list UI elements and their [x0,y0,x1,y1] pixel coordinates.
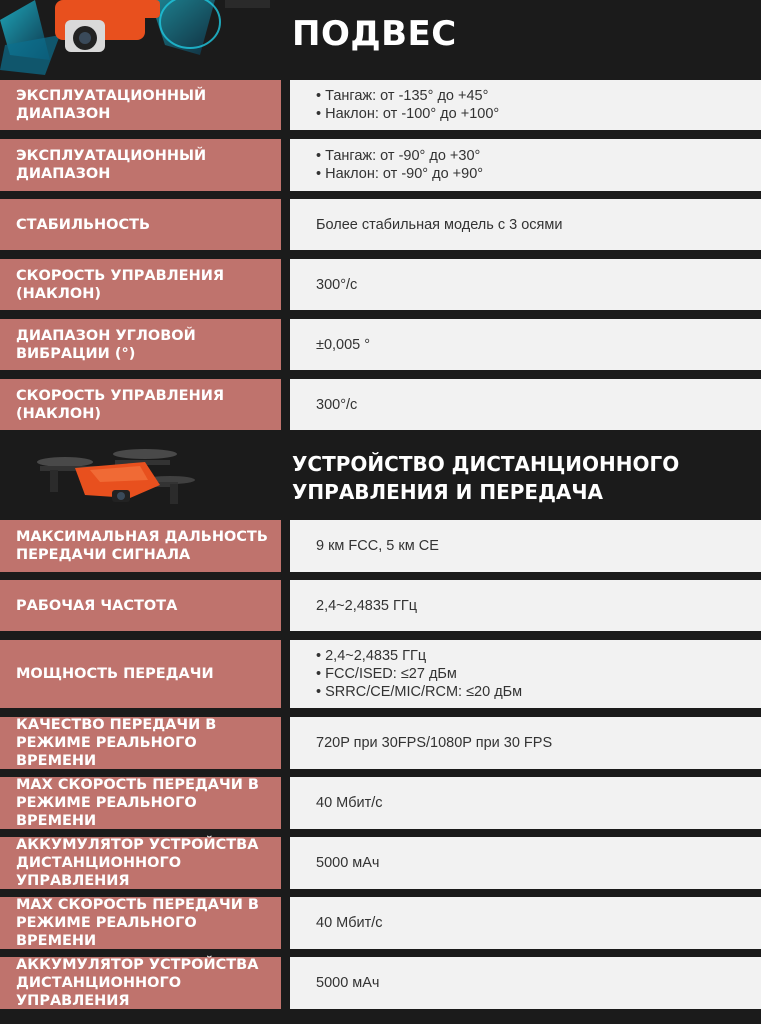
spec-row [0,80,761,130]
spec-value [290,80,761,130]
spec-row [0,777,761,829]
spec-label: MAX СКОРОСТЬ ПЕРЕДАЧИ В РЕЖИМЕ РЕАЛЬНОГО ВРЕМЕНИ [0,777,281,829]
spec-value-item: • Тангаж: от -90° до +30° [316,147,483,165]
drone-camera-image [0,0,270,80]
spec-row [0,580,761,631]
spec-value: ±0,005 ° [290,319,761,370]
spec-value: 300°/с [290,259,761,310]
spec-row [0,897,761,949]
spec-row [0,199,761,250]
spec-label: ДИАПАЗОН УГЛОВОЙ ВИБРАЦИИ (°) [0,319,281,370]
spec-value [290,640,761,708]
spec-label: РАБОЧАЯ ЧАСТОТА [0,580,281,631]
section-header-gimbal [0,0,761,80]
spec-row [0,640,761,708]
spec-label: МАКСИМАЛЬНАЯ ДАЛЬНОСТЬ ПЕРЕДАЧИ СИГНАЛА [0,520,281,572]
spec-label: АККУМУЛЯТОР УСТРОЙСТВА ДИСТАНЦИОННОГО УПРАВЛЕНИЯ [0,837,281,889]
spec-label: АККУМУЛЯТОР УСТРОЙСТВА ДИСТАНЦИОННОГО УПРАВЛЕНИЯ [0,957,281,1009]
spec-row [0,319,761,370]
spec-row [0,957,761,1009]
spec-value: 300°/с [290,379,761,430]
spec-value: 40 Мбит/с [290,777,761,829]
spec-value-item: • Наклон: от -100° до +100° [316,105,499,123]
spec-value-item: • Наклон: от -90° до +90° [316,165,483,183]
spec-row [0,717,761,769]
spec-value [290,139,761,191]
spec-value: 5000 мАч [290,837,761,889]
spec-value: 720P при 30FPS/1080P при 30 FPS [290,717,761,769]
spec-value-item: • SRRC/CE/MIC/RCM: ≤20 дБм [316,683,522,701]
spec-label: СТАБИЛЬНОСТЬ [0,199,281,250]
spec-value: 9 км FCC, 5 км CE [290,520,761,572]
spec-label: ЭКСПЛУАТАЦИОННЫЙ ДИАПАЗОН [0,80,281,130]
spec-label: СКОРОСТЬ УПРАВЛЕНИЯ (НАКЛОН) [0,259,281,310]
spec-value: Более стабильная модель с 3 осями [290,199,761,250]
spec-label: ЭКСПЛУАТАЦИОННЫЙ ДИАПАЗОН [0,139,281,191]
drone-image [20,440,200,510]
spec-value-item: • FCC/ISED: ≤27 дБм [316,665,522,683]
spec-row [0,139,761,191]
spec-row [0,520,761,572]
section-title: УСТРОЙСТВО ДИСТАНЦИОННОГО УПРАВЛЕНИЯ И ПЕРЕДАЧА [292,452,680,504]
spec-row [0,259,761,310]
spec-label: МОЩНОСТЬ ПЕРЕДАЧИ [0,640,281,708]
spec-value: 5000 мАч [290,957,761,1009]
spec-value-item: • 2,4~2,4835 ГГц [316,647,522,665]
spec-value: 2,4~2,4835 ГГц [290,580,761,631]
spec-value: 40 Мбит/с [290,897,761,949]
section-header-remote-control [0,432,761,518]
spec-row [0,837,761,889]
spec-value-item: • Тангаж: от -135° до +45° [316,87,499,105]
spec-row [0,379,761,430]
spec-label: MAX СКОРОСТЬ ПЕРЕДАЧИ В РЕЖИМЕ РЕАЛЬНОГО ВРЕМЕНИ [0,897,281,949]
spec-label: СКОРОСТЬ УПРАВЛЕНИЯ (НАКЛОН) [0,379,281,430]
spec-label: КАЧЕСТВО ПЕРЕДАЧИ В РЕЖИМЕ РЕАЛЬНОГО ВРЕМЕНИ [0,717,281,769]
section-title: ПОДВЕС [292,14,457,54]
